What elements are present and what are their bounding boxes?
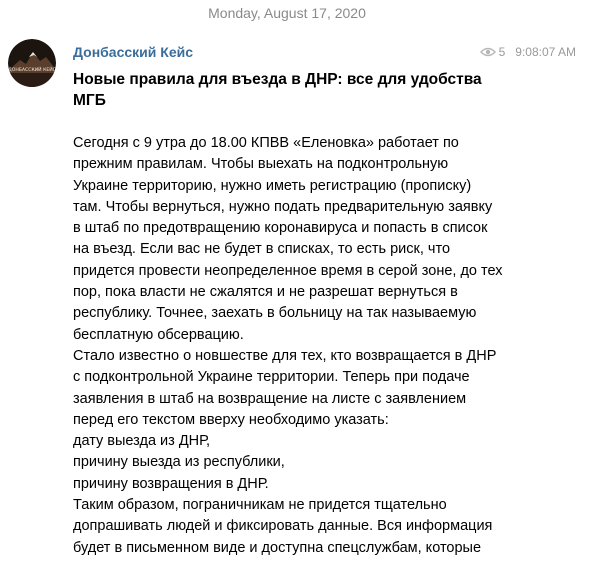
post-paragraph: Сегодня с 9 утра до 18.00 КПВВ «Еленовка» работает по прежним правилам. Чтобы выехать на подконтрольную Украине территорию, нужно иметь регистрацию (прописку) там. Чтобы вернуться, нужно подать предварительную заявку в штаб по предотвращению коронавируса и попасть в список на въезд. Если вас не будет в списках, то есть риск, что придется провести неопределенное время в серой зоне, до тех пор, пока власти не сжалятся и не разрешат вернуться в республику. Точнее, заехать в больницу на так называемую бесплатную обсервацию. (73, 135, 503, 343)
post-title: Новые правила для въезда в ДНР: все для удобства МГБ (73, 71, 482, 109)
post-paragraph: Стало известно о новшестве для тех, кто возвращается в ДНР с подконтрольной Украине территории. Теперь при подаче заявления в штаб на возвращение на листе с заявлением перед его текстом вверху необходимо указать: (73, 347, 497, 428)
message-meta (480, 45, 576, 59)
channel-name[interactable]: Донбасский Кейс (73, 44, 193, 60)
post-body (73, 133, 503, 559)
post-list-item: причину возвращения в ДНР. (73, 475, 269, 492)
post-list-item: дату выезда из ДНР, (73, 433, 211, 450)
post-paragraph: Таким образом, пограничникам не придется тщательно допрашивать людей и фиксировать данные. Вся информация будет в письменном виде и доступна спецслужбам, которые (73, 497, 493, 556)
eye-icon (480, 47, 496, 57)
date-header: Monday, August 17, 2020 (208, 5, 366, 21)
svg-text:ДОНБАССКИЙ КЕЙС: ДОНБАССКИЙ КЕЙС (8, 68, 56, 73)
avatar-logo-icon (8, 39, 56, 87)
channel-avatar[interactable] (8, 39, 56, 87)
message-time: 9:08:07 AM (515, 45, 576, 59)
views-count: 5 (498, 45, 506, 59)
post-list-item: причину выезда из республики, (73, 454, 285, 471)
